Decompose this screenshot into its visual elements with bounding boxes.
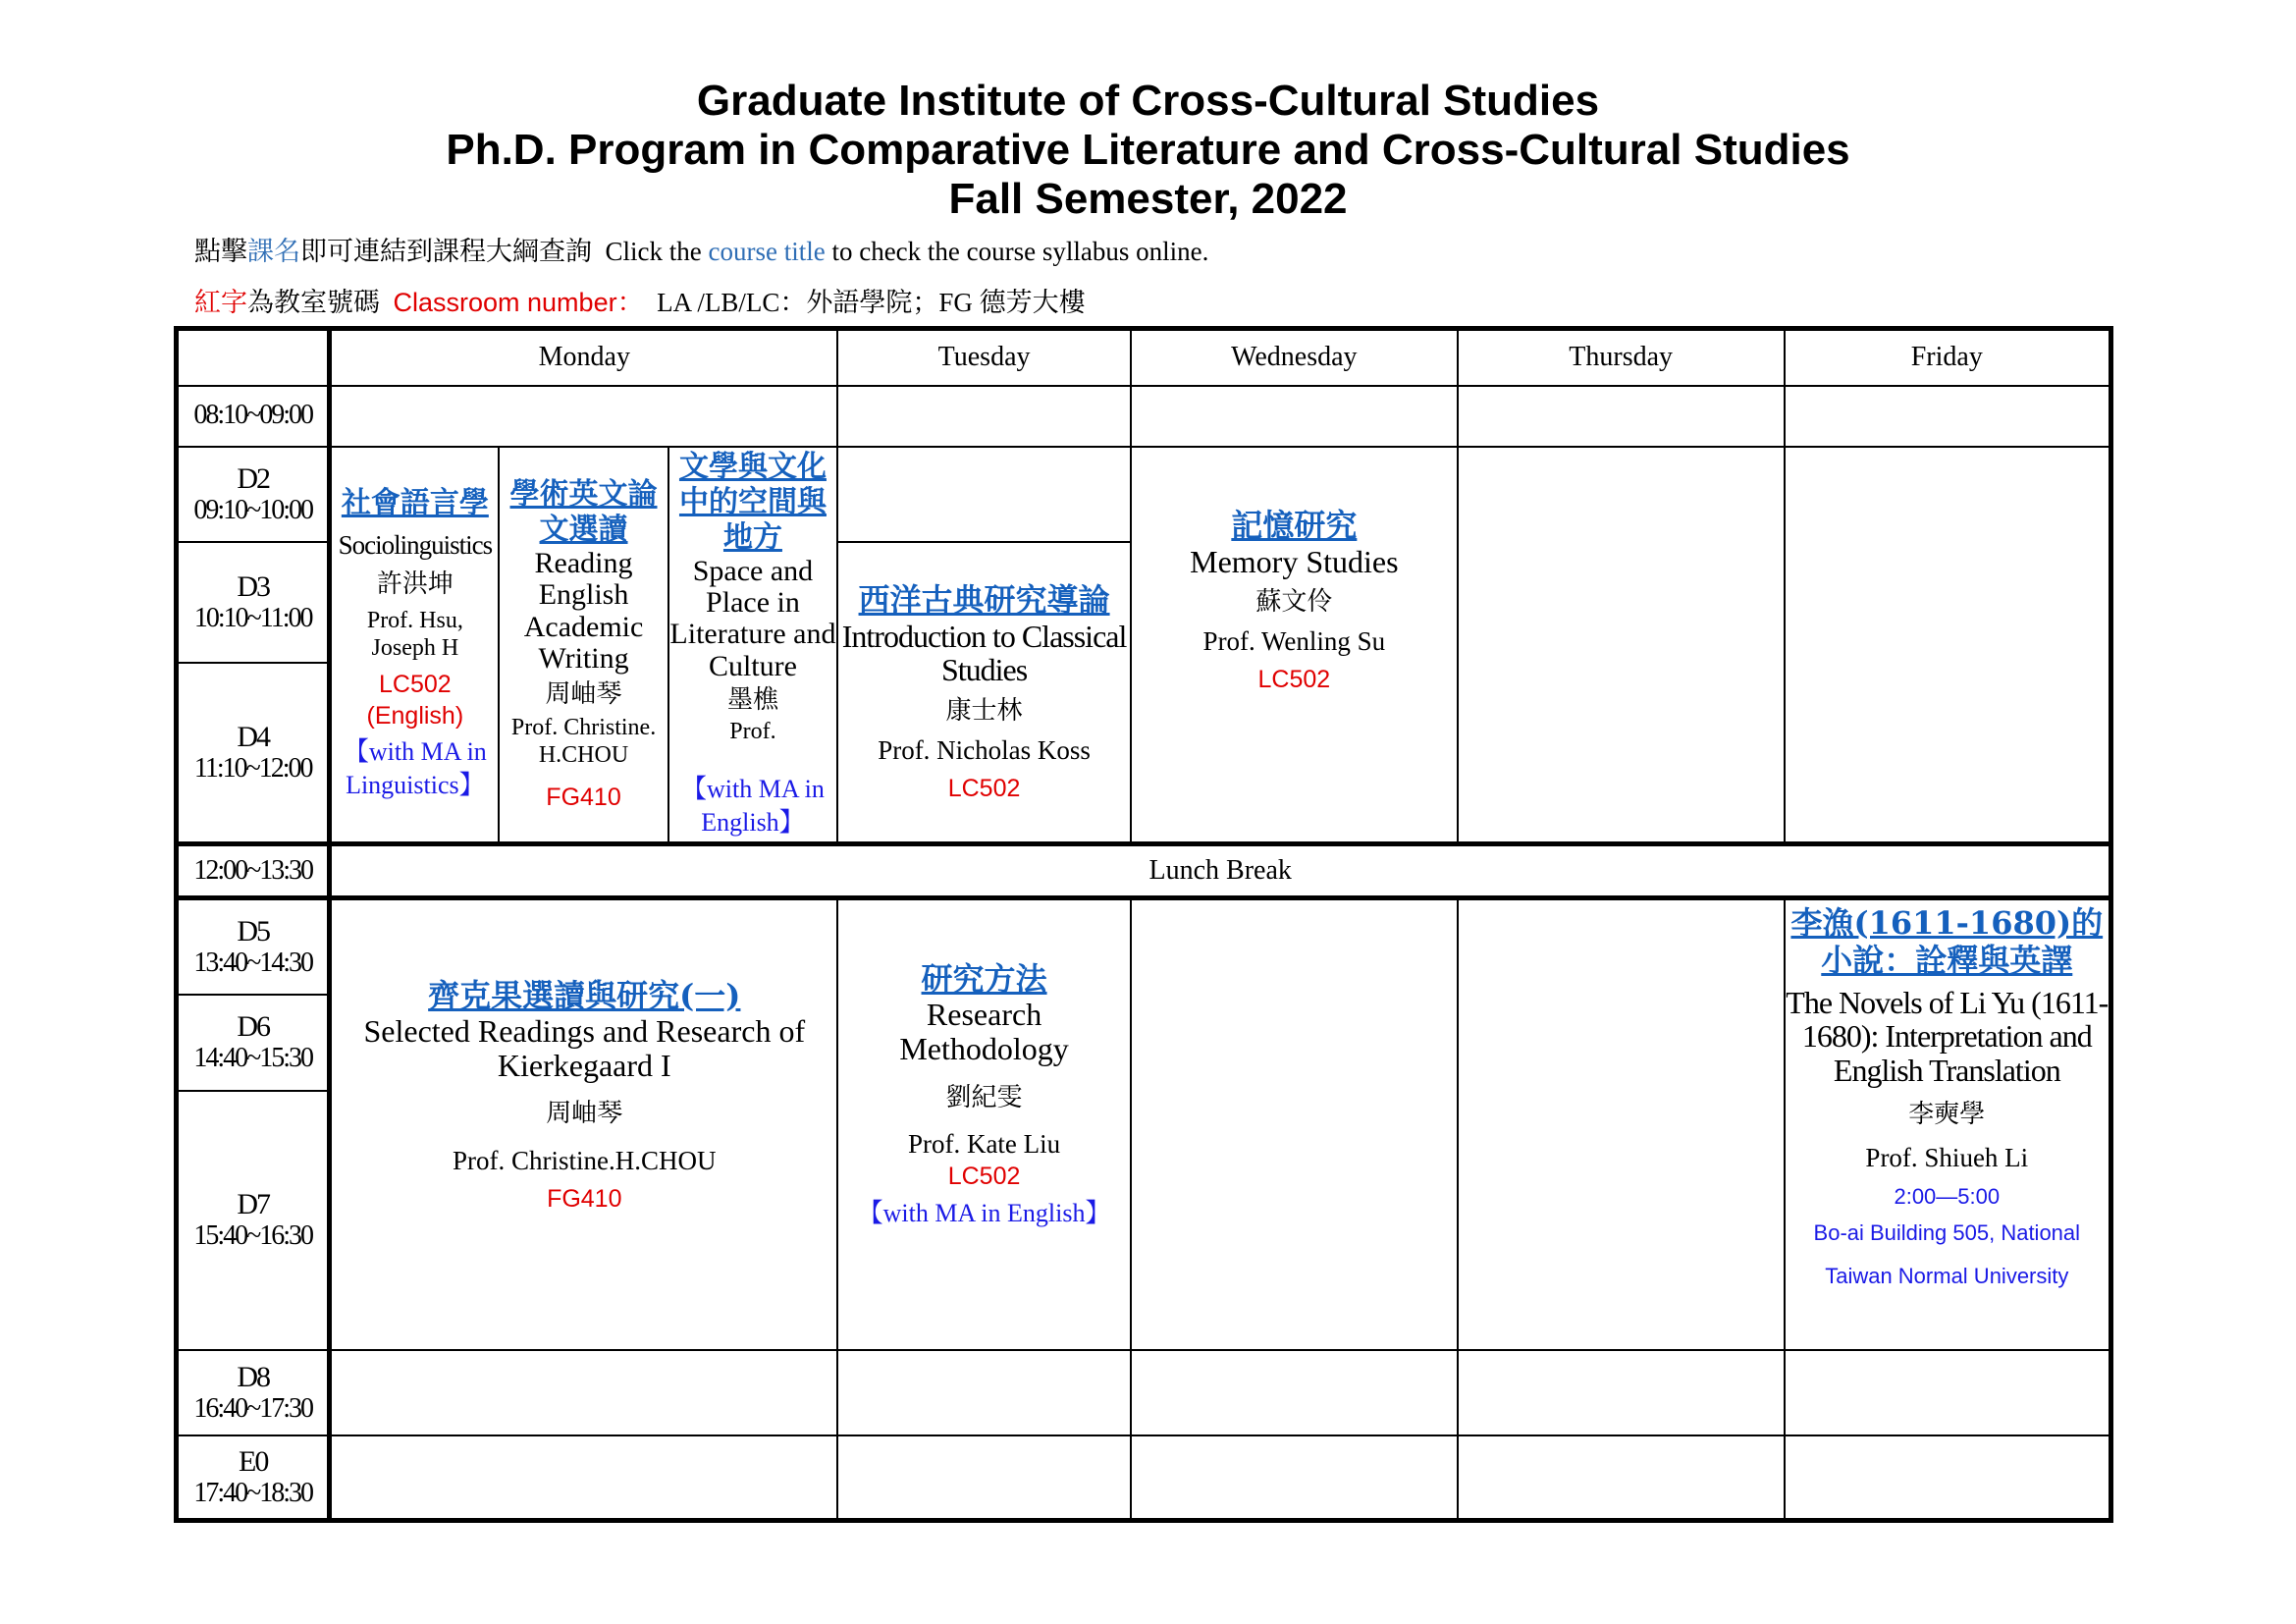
empty-cell [1458,1435,1785,1521]
course-research-methodology: 研究方法 Research Methodology 劉紀雯 Prof. Kate Liu LC502 【with MA in English】 [837,898,1131,1350]
period-d2: D2 09:10~10:00 [177,447,330,542]
course-li-yu-novels: 李漁(1611-1680)的小說：詮釋與英譯 The Novels of Li Yu (1611-1680): Interpretation and English Translation 李奭學 Prof. Shiueh Li 2:00—5:00 Bo-ai Building 505, National Taiwan Normal University [1785,898,2111,1350]
empty-cell [1785,386,2111,447]
course-reading-academic: 學術英文論文選讀 Reading English Academic Writing 周岫琴 Prof. Christine.H.CHOU FG410 [499,447,667,844]
empty-cell [837,386,1131,447]
lunch-break: Lunch Break [330,844,2111,898]
course-title-link[interactable]: 李漁(1611-1680)的小說：詮釋與英譯 [1790,904,2104,980]
room-code: LC502 [379,671,452,699]
classroom-note: 紅字為教室號碼 Classroom number： LA /LB/LC：外語學院；FG 德芳大樓 [194,288,1086,317]
empty-cell [330,1350,837,1435]
empty-cell [837,1350,1131,1435]
empty-cell [1131,386,1458,447]
day-friday: Friday [1785,329,2111,386]
period-lunch: 12:00~13:30 [177,844,330,898]
schedule-table [174,326,2113,1523]
course-title-link[interactable]: 社會語言學 [341,486,489,521]
day-monday: Monday [330,329,837,386]
period-e0: E0 17:40~18:30 [177,1435,330,1521]
period-d8: D8 16:40~17:30 [177,1350,330,1435]
institute-title: Graduate Institute of Cross-Cultural Studies [696,77,1600,125]
empty-cell [330,1435,837,1521]
period-d6: D6 14:40~15:30 [177,995,330,1091]
empty-cell [1458,1350,1785,1435]
course-title-link[interactable]: 齊克果選讀與研究(一) [428,976,741,1014]
period-d5: D5 13:40~14:30 [177,898,330,995]
course-title-link[interactable]: 文學與文化中的空間與地方 [678,449,827,555]
empty-cell [1785,1350,2111,1435]
course-classical-studies: 西洋古典研究導論 Introduction to Classical Studies 康士林 Prof. Nicholas Koss LC502 [837,542,1131,844]
empty-cell [1785,1435,2111,1521]
day-tuesday: Tuesday [837,329,1131,386]
room-code: FG410 [547,1185,622,1214]
empty-cell [1458,898,1785,1350]
room-code: LC502 [1257,665,1331,693]
course-kierkegaard: 齊克果選讀與研究(一) Selected Readings and Research of Kierkegaard I 周岫琴 Prof. Christine.H.CHOU FG410 [330,898,837,1350]
room-code: LC502 [947,774,1021,802]
course-title-link[interactable]: 學術英文論文選讀 [509,476,658,547]
syllabus-note: 點擊課名即可連結到課程大綱查詢 Click the course title to check the course syllabus online. [194,237,1209,266]
empty-cell [1131,1350,1458,1435]
empty-cell [837,447,1131,542]
course-space-place: 文學與文化中的空間與地方 Space and Place in Literature and Culture 墨樵 Prof. 【with MA in English】 [668,447,837,844]
course-memory: 記憶研究 Memory Studies 蘇文伶 Prof. Wenling Su LC502 [1131,447,1458,844]
course-title-link[interactable]: 記憶研究 [1231,507,1358,545]
empty-cell [330,386,837,447]
empty-cell [1458,447,1785,844]
period-first: 08:10~09:00 [177,386,330,447]
room-code: FG410 [546,784,621,812]
semester-title: Fall Semester, 2022 [948,175,1348,223]
corner-cell [177,329,330,386]
empty-cell [1131,1435,1458,1521]
course-sociolinguistics: 社會語言學 Sociolinguistics 許洪坤 Prof. Hsu, Joseph H LC502 (English) 【with MA in Linguistics】 [330,447,499,844]
course-title-link[interactable]: 西洋古典研究導論 [858,581,1110,620]
period-d4: D4 11:10~12:00 [177,663,330,844]
course-title-link[interactable]: 研究方法 [921,960,1047,999]
period-d7: D7 15:40~16:30 [177,1091,330,1350]
empty-cell [1458,386,1785,447]
empty-cell [1131,898,1458,1350]
day-wednesday: Wednesday [1131,329,1458,386]
day-thursday: Thursday [1458,329,1785,386]
empty-cell [1785,447,2111,844]
empty-cell [837,1435,1131,1521]
room-code: LC502 [947,1163,1021,1191]
period-d3: D3 10:10~11:00 [177,542,330,663]
program-title: Ph.D. Program in Comparative Literature and Cross-Cultural Studies [446,126,1850,174]
